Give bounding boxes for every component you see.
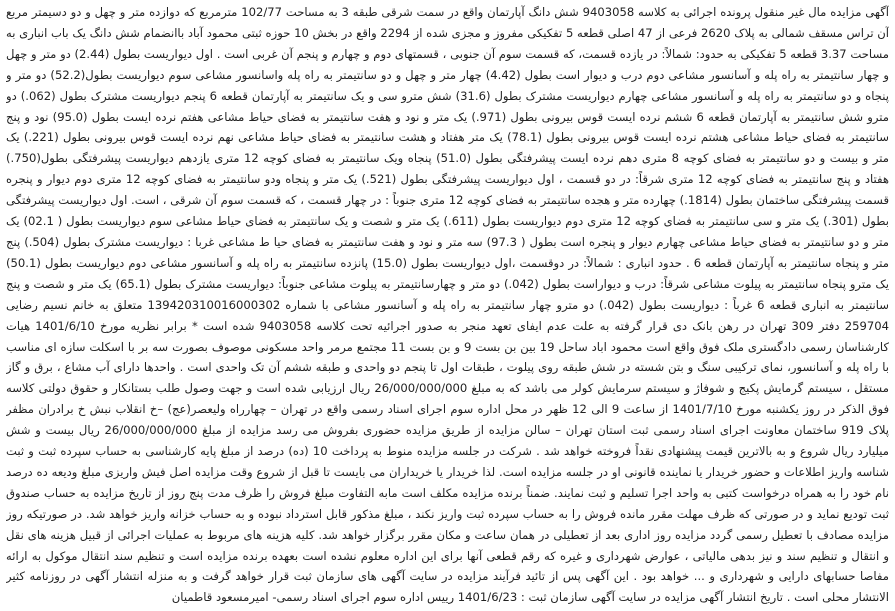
notice-body-text: آگهی مزایده مال غیر منقول پرونده اجرائی به کلاسه 9403058 شش دانگ آپارتمان واقع در سمت شرقی طبقه 3 به مساحت 102/77 مترمربع که دوازده متر و چهل و دو دسیمتر مربع آن تراس مسقف شمالی به پلاک 2620 فرعی از 47 اصلی قطعه 5 تفکیکی مفروز و مجزی شده از 2294 واقع در بخش 10 حوزه ثبتی محمود آباد باانضمام شش دانگ یک باب انباری به مساحت 3.37 قطعه 5 تفکیکی به حدود: شمالاً: در یازده قسمت، که قسمت سوم آن جنوبی ، قسمتهای دوم و چهارم و پنجم آن غربی است . اول دیوار‌یست بطول (2.44) دو متر و چهل و چهار سانتیمتر به راه پله و آسانسور مشاعی دوم درب و دیوار است بطول (4.42) چهار متر و چهل و دو سانتیمتر به راه پله واسانسور مشاعی سوم دیواریست بطول(52.2) دو متر و پنجاه و دو سانتیمتر به راه پله و آسانسور مشاعی چهارم دیواریست مشترک بطول (31.6) شش مترو سی و یک سانتیمتر به آپارتمان قطعه 6 پنجم دیواریست مشترک بطول (062.) دو مترو شش سانتیمتر به آپارتمان قطعه 6 ششم نرده ایست قوس بیرونی بطول (971.) یک متر و نود و هفت سانتیمتر به فضای حیاط مشاعی هفتم نرده ایست بطول (95.0) نود و پنج سانتیمتر به فضای حیاط مشاعی هشتم نرده ایست قوس بیرونی بطول (78.1) یک متر هفتاد و هشت سانتیمتر به فضای حیاط مشاعی نهم نرده ایست قوس بیرونی بطول (221.) یک متر و بیست و دو سانتیمتر به فضای کوچه 8 متری دهم نرده ایست پیشرفتگی بطول (51.0) پنجاه ویک سانتیمتر به فضای کوچه 12 متری یازدهم دیواریست پیشرفتگی بطول(750.) هفتاد و پنج سانتیمتر به فضای کوچه 12 متری شرقاً: در دو قسمت ، اول دیواریست پیشرفتگی بطول (521.) یک متر و پنجاه ودو سانتیمتر به فضای کوچه 12 متری دوم دیوار و پنجره قسمت پیشرفتگی ساختمان بطول (1814.) چهارده متر و هجده سانتیمتر به فضای کوچه 12 متری جنوباً : در چهار قسمت ، که قسمت سوم آن شرقی ، است. اول دیواریست پیشرفتگی بطول (301.) یک متر و سی سانتیمتر به فضای کوچه 12 متری دوم دیواریست بطول (611.) یک متر و شصت و یک سانتیمتر به فضای حیاط مشاعی سوم دیواریست بطول ( 02.1) یک متر و دو سانتیمتر به فضای حیاط مشاعی چهارم دیوار و پنجره است بطول ( 97.3) سه متر و نود و هفت سانتیمتر به فضای حیا ط مشاعی غربا : دیواریست مشترک بطول (504.) پنج متر و پنجاه سانتیمتر به آپارتمان قطعه 6 . حدود انباری : شمالاً: در دوقسمت ،اول دیواریست بطول (15.0) پانزده سانتیمتر به راه پله و آسانسور مشاعی دوم دیواریست بطول (50.1) یک مترو پنجاه سانتیمتر به پیلوت مشاعی شرقاً: درب و دیواراست بطول (042.) دو متر و چهارسانتیمتر به پیلوت مشاعی جنوباً: دیواریست مشترک بطول (65.1) یک متر و شصت و پنج سانتیمتر به انباری قطعه 6 غرباً : دیواریست بطول (042.) دو مترو چهار سانتیمتر به راه پله و آسانسور مشاعی با شماره 139420310016000302 متعلق به خانم نسیم رضایی 259704 دفتر 309 تهران در رهن بانک دی قرار گرفته به علت عدم ایفای تعهد منجر به صدور اجرائیه تحت کلاسه 9403058 شده است * برابر نظریه مورخ 1401/6/10 هیات کارشناسان رسمی دادگستری ملک فوق واقع است محمود اباد ساحل 19 بین بن بست 9 و بن بست 11 مجتمع مرمر واحد مسکونی موصوف بصورت سه بر با اسکلت سازه ای مناسب با راه پله و آسانسور، نمای ترکیبی سنگ و بتن شسته در شش طبقه روی پیلوت ، طبقات اول تا پنجم دو واحدی و طبقه ششم آن تک واحدی است . واحدها دارای آب مشاع ، برق و گاز مستقل ، سیستم گرمایش پکیج و شوفاژ و سیستم سرمایش کولر می باشد که به مبلغ 26/000/000/000 ریال ارزیابی شده است و جهت وصول طلب بستانکار و حقوق دولتی کلاسه فوق الذکر در روز یکشنبه مورخ 1401/7/10 از ساعت 9 الی 12 ظهر در محل اداره سوم اجرای اسناد رسمی واقع در تهران – چهارراه ولیعصر(عج) –خ انقلاب نبش خ برادران مظفر پلاک 919 ساختمان معاونت اجرای اسناد رسمی ثبت استان تهران – سالن مزایده از طریق مزایده حضوری بفروش می رسد مزایده از مبلغ 26/000/000/000 ریال بیست و شش میلیارد ریال شروع و به بالاترین قیمت پیشنهادی نقداً فروخته خواهد شد . شرکت در جلسه مزایده منوط به پرداخت 10 (ده) درصد از مبلغ پایه کارشناسی به حساب سپرده ثبت و ثبت شناسه واریز اطلاعات و حضور خریدار یا نماینده قانونی او در جلسه مزایده است. لذا خریدار یا خریداران می بایست تا قبل از شروع وقت مزایده اصل فیش واریزی مبلغ ودیعه ده درصد نام خود را به همراه درخواست کتبی به واحد اجرا تسلیم و ثبت نمایند. ضمناً برنده مزایده مکلف است مابه التفاوت مبلغ فروش را ظرف مدت پنج روز از تاریخ مزایده به حساب صندوق ثبت تودیع نماید و در صورتی که ظرف مهلت مقرر مانده فروش را به حساب سپرده ثبت واریز نکند ، مبلغ مذکور قابل استرداد نبوده و به حساب خزانه واریز خواهد شد. در صورتیکه روز مزایده مصادف با تعطیل رسمی گردد مزایده روز اداری بعد از تعطیلی در همان ساعت و مکان مقرر برگزار خواهد شد. کلیه هزینه های مربوط به عملیات اجرائی از قبیل هزینه های نقل و انتقال و تنظیم سند و نیز بدهی مالیاتی ، عوارض شهرداری و غیره که رقم قطعی آنها برای این اداره معلوم نشده است بعهده برنده مزایده است و تنظیم سند انتقال موکول به ارائه مفاصا حسابهای دارایی و شهرداری و ... خواهد بود . این آگهی پس از تائید فرآیند مزایده در سایت آگهی های سازمان ثبت قرار خواهد گرفت و به منزله انتشار آگهی در روزنامه کثیر الانتشار محلی است . تاریخ انتشار آگهی مزایده در سایت آگهی سازمان ثبت : 1401/6/23 رییس اداره سوم اجرای اسناد رسمی- امیرمسعود قاطمیان — [6, 5, 889, 605]
auction-notice-document — [6, 2, 889, 608]
